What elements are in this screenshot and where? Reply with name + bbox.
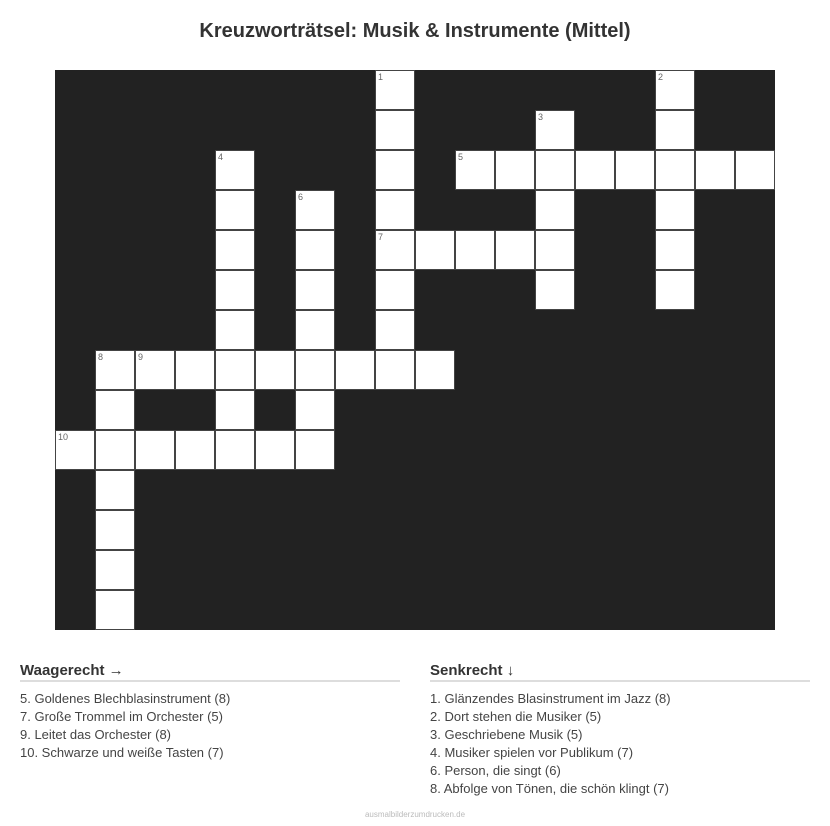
puzzle-title: Kreuzworträtsel: Musik & Instrumente (Mittel)	[199, 20, 631, 42]
grid-cell[interactable]	[495, 150, 535, 190]
down-heading: Senkrecht ↓	[430, 662, 810, 682]
down-clue: 2. Dort stehen die Musiker (5)	[430, 709, 602, 724]
grid-cell[interactable]	[95, 350, 135, 390]
grid-cell[interactable]	[215, 390, 255, 430]
clue-number: 4	[218, 152, 224, 162]
grid-cell[interactable]	[215, 230, 255, 270]
grid-cell[interactable]	[495, 230, 535, 270]
grid-cell[interactable]	[295, 430, 335, 470]
grid-cell[interactable]	[655, 230, 695, 270]
down-clues-section	[430, 662, 810, 798]
grid-cell[interactable]	[335, 350, 375, 390]
grid-cell[interactable]	[535, 270, 575, 310]
grid-cell[interactable]	[215, 150, 255, 190]
grid-cell[interactable]	[95, 510, 135, 550]
grid-cell[interactable]	[655, 70, 695, 110]
grid-cell[interactable]	[215, 270, 255, 310]
across-clue: 7. Große Trommel im Orchester (5)	[20, 709, 223, 724]
grid-cell[interactable]	[95, 550, 135, 590]
grid-cell[interactable]	[535, 110, 575, 150]
grid-cell[interactable]	[375, 150, 415, 190]
clue-number: 2	[658, 72, 664, 82]
grid-cell[interactable]	[95, 390, 135, 430]
down-clue: 4. Musiker spielen vor Publikum (7)	[430, 745, 634, 760]
clue-number: 3	[538, 112, 544, 122]
down-clue: 3. Geschriebene Musik (5)	[430, 727, 583, 742]
grid-cell[interactable]	[295, 190, 335, 230]
grid-cell[interactable]	[295, 350, 335, 390]
clue-number: 9	[138, 352, 144, 362]
across-clue-list	[20, 690, 400, 762]
grid-cell[interactable]	[295, 230, 335, 270]
grid-cell[interactable]	[415, 350, 455, 390]
across-clues-section	[20, 662, 400, 762]
clue-number: 7	[378, 232, 384, 242]
grid-cell[interactable]	[655, 270, 695, 310]
grid-cell[interactable]	[655, 110, 695, 150]
clue-number: 6	[298, 192, 304, 202]
across-heading: Waagerecht →	[20, 662, 400, 682]
grid-cell[interactable]	[135, 430, 175, 470]
clue-number: 8	[98, 352, 104, 362]
grid-cell[interactable]	[455, 150, 495, 190]
grid-cell[interactable]	[255, 430, 295, 470]
grid-cell[interactable]	[295, 310, 335, 350]
grid-cell[interactable]	[215, 310, 255, 350]
clue-number: 5	[458, 152, 464, 162]
down-clue: 8. Abfolge von Tönen, die schön klingt (7)	[430, 781, 669, 796]
grid-cell[interactable]	[295, 270, 335, 310]
across-clue: 5. Goldenes Blechblasinstrument (8)	[20, 691, 231, 706]
grid-cell[interactable]	[375, 230, 415, 270]
down-clue-list	[430, 690, 810, 798]
grid-cell[interactable]	[255, 350, 295, 390]
grid-cell[interactable]	[655, 150, 695, 190]
grid-cell[interactable]	[135, 350, 175, 390]
grid-cell[interactable]	[375, 190, 415, 230]
across-clue: 10. Schwarze und weiße Tasten (7)	[20, 745, 224, 760]
grid-cell[interactable]	[295, 390, 335, 430]
grid-cell[interactable]	[95, 590, 135, 630]
clue-number: 1	[378, 72, 384, 82]
crossword-grid	[55, 70, 775, 630]
grid-cell[interactable]	[95, 470, 135, 510]
grid-cell[interactable]	[375, 70, 415, 110]
down-clue: 1. Glänzendes Blasinstrument im Jazz (8)	[430, 691, 671, 706]
grid-cell[interactable]	[375, 270, 415, 310]
down-clue: 6. Person, die singt (6)	[430, 763, 561, 778]
grid-cell[interactable]	[455, 230, 495, 270]
grid-cell[interactable]	[215, 430, 255, 470]
grid-cell[interactable]	[535, 150, 575, 190]
grid-cell[interactable]	[575, 150, 615, 190]
across-clue: 9. Leitet das Orchester (8)	[20, 727, 172, 742]
grid-cell[interactable]	[655, 190, 695, 230]
grid-cell[interactable]	[415, 230, 455, 270]
grid-cell[interactable]	[215, 190, 255, 230]
grid-cell[interactable]	[735, 150, 775, 190]
grid-cell[interactable]	[95, 430, 135, 470]
grid-cell[interactable]	[55, 430, 95, 470]
footer-credit: ausmalbilderzumdrucken.de	[364, 810, 466, 819]
grid-cell[interactable]	[535, 230, 575, 270]
grid-cell[interactable]	[175, 430, 215, 470]
grid-cell[interactable]	[375, 110, 415, 150]
grid-cell[interactable]	[375, 350, 415, 390]
grid-cell[interactable]	[535, 190, 575, 230]
grid-cell[interactable]	[695, 150, 735, 190]
grid-cell[interactable]	[215, 350, 255, 390]
grid-cell[interactable]	[175, 350, 215, 390]
grid-cell[interactable]	[615, 150, 655, 190]
grid-cell[interactable]	[375, 310, 415, 350]
clue-number: 10	[58, 432, 69, 442]
